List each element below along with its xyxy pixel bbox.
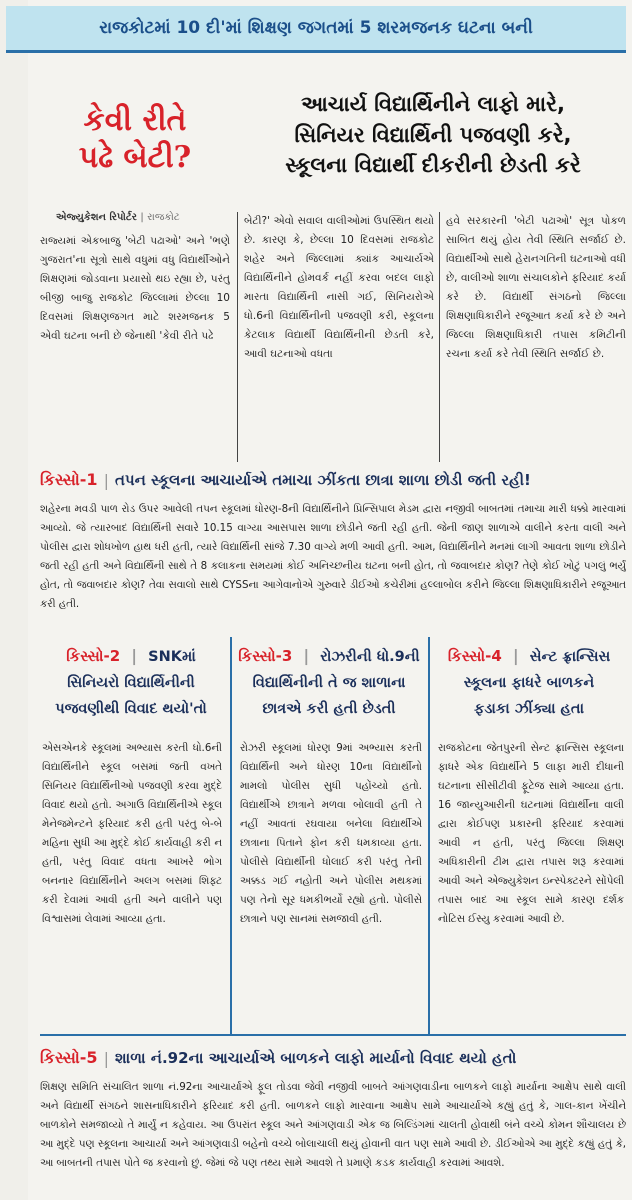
case-2-box [36, 637, 226, 1035]
byline-place: રાજકોટ [147, 212, 180, 223]
headline-line-3: સ્કૂલના વિદ્યાર્થી દીકરીની છેડતી કરે [285, 153, 581, 178]
case-1-separator: | [103, 470, 109, 490]
case-4-title-a: સેન્ટ ફ્રાન્સિસ [529, 649, 611, 665]
page-margin [0, 0, 28, 1200]
case-3-title-c: છાત્રએ કરી હતી છેડતી [262, 701, 396, 717]
top-banner-text: રાજકોટમાં 10 દી'માં શિક્ષણ જગતમાં 5 શરમજનક ઘટના બની [99, 18, 533, 38]
case-5-separator: | [103, 1048, 109, 1068]
headline-line-1: આચાર્ય વિદ્યાર્થિનીને લાફો મારે, [301, 92, 565, 117]
case-3-box [230, 637, 426, 1035]
case-5-heading [40, 1040, 626, 1076]
case-3-title-a: રોઝરીની ધો.9ની [320, 649, 420, 665]
case-5-body: શિક્ષણ સમિતિ સંચાલિત શાળા નં.92ના આચાર્યાએ ફૂલ તોડવા જેવી નજીવી બાબતે આંગણવાડીના બાળકને લાફો માર્યાના આક્ષેપ સાથે વાલી અને વિદ્યાર્થી સંગઠને શાસનાધિકારીને ફરિયાદ કરી હતી. બાળકને લાફો મારવાના આક્ષેપ સામે આચાર્યાએ કહ્યું હતું કે, ગાલ-કાન ખેંચીને બાળકોને સમજાવ્યો તે માર્યું ન કહેવાય. આ ઉપરાંત સ્કૂલ અને આંગણવાડી એક જ બિલ્ડિંગમાં ચાલતી હોવાથી બંને વચ્ચે કોમન શૌચાલય છે આ મુદ્દે પણ સ્કૂલના આચાર્યા અને આંગણવાડી બહેનો વચ્ચે બોલાચાલી થયું હોવાની વાત પણ સામે આવી છે. ડીઈઓએ આ મુદ્દે કહ્યું હતું કે, આ બાબતની તપાસ પોતે જ કરવાનો છું. જેમાં જે પણ તથ્ય સામે આવશે તે પ્રમાણે કડક કાર્યવાહી કરવામાં આવશે. [40, 1081, 626, 1169]
case-3-title-b: વિદ્યાર્થિનીની તે જ શાળાના [252, 675, 406, 691]
case-3-body: રોઝરી સ્કૂલમાં ધોરણ 9માં અભ્યાસ કરતી વિદ્યાર્થિની અને ધોરણ 10ના વિદ્યાર્થીનો મામલો પોલીસ સુધી પહોંચ્યો હતો. વિદ્યાર્થીએ છાત્રાને મળવા બોલાવી હતી તે નહીં આવતાં રઘવાયા બનેલા વિદ્યાર્થીએ છાત્રાના પિતાને ફોન કરી ધમકાવ્યા હતા. પોલીસે વિદ્યાર્થીની ધોલાઈ કરી પરંતુ તેની અક્કડ ગઈ નહોતી અને પોલીસ મથકમાં પણ તેનો સૂર ધમકીભર્યો રહ્યો હતો. પોલીસે છાત્રાને પણ સાનમાં સમજાવી હતી. [240, 742, 422, 925]
case-4-heading [432, 643, 626, 722]
byline-name: એજ્યુકેશન રિપોર્ટર [56, 212, 137, 223]
case-3-separator: | [303, 646, 310, 665]
byline-sep: | [140, 212, 144, 223]
case-2-tag: કિસ્સો-2 [66, 647, 121, 665]
case-2-title-a: SNKમાં [148, 649, 196, 665]
headline-line-2: સિનિયર વિદ્યાર્થિની પજવણી કરે, [294, 122, 572, 147]
case-4-body: રાજકોટના જેતપુરની સેન્ટ ફ્રાન્સિસ સ્કૂલના ફાધરે એક વિદ્યાર્થીને 5 લાફા મારી દીધાની ઘટનાના સીસીટીવી ફૂટેજ સામે આવ્યા હતા. 16 જાન્યુઆરીની ઘટનામાં વિદ્યાર્થીના વાલી દ્વારા કોઈપણ પ્રકારની ફરિયાદ કરવામાં આવી ન હતી, પરંતુ જિલ્લા શિક્ષણ અધિકારીની ટીમ દ્વારા તપાસ શરૂ કરવામાં આવી અને એજ્યુકેશન ઇન્સ્પેક્ટરને સોંપેલી તપાસ બાદ આ સ્કૂલ સામે કારણ દર્શક નોટિસ ઈસ્યુ કરવામાં આવી છે. [438, 742, 624, 925]
case-4-title-b: સ્કૂલના ફાધરે બાળકને [463, 675, 595, 691]
case-2-title-b: સિનિયરો વિદ્યાર્થિનીની [67, 675, 195, 691]
case-4-title-c: ફડાકા ઝીંક્યા હતા [473, 701, 585, 717]
divider [40, 1034, 626, 1036]
column-rule [237, 212, 238, 462]
case-2-separator: | [131, 646, 138, 665]
case-5-title: શાળા નં.92ના આચાર્યાએ બાળકને લાફો માર્યાનો વિવાદ થયો હતો [114, 1049, 517, 1067]
kicker [30, 74, 240, 204]
case-2-heading [36, 643, 226, 722]
case-2-body: એસએનકે સ્કૂલમાં અભ્યાસ કરતી ધો.6ની વિદ્યાર્થિનીને સ્કૂલ બસમાં જતી વખતે સિનિયર વિદ્યાર્થિનીઓ પજવણી કરવા મુદ્દે વિવાદ થયો હતો. અગાઉ વિદ્યાર્થિનીએ સ્કૂલ મેનેજમેન્ટને ફરિયાદ કરી હતી પરંતુ બે-બે મહિના સુધી આ મુદ્દે કોઈ કાર્યવાહી કરી ન હતી, પરંતુ વિવાદ વધતા આખરે ભોગ બનનાર વિદ્યાર્થિનીને અલગ બસમાં શિફ્ટ કરી દેવામાં આવી હતી અને વાલીને પણ વિશ્વાસમાં લેવામાં આવ્યા હતા. [42, 742, 222, 925]
main-headline [240, 60, 626, 210]
case-4-tag: કિસ્સો-4 [447, 647, 502, 665]
case-4-box [428, 637, 628, 1035]
case-2-title-c: પજવણીથી વિવાદ થયો'તો [55, 701, 207, 717]
byline [56, 212, 236, 228]
intro-column-3: હવે સરકારની 'બેટી પઢાઓ' સૂત્ર પોકળ સાબિત થયું હોય તેવી સ્થિતિ સર્જાઈ છે. વિદ્યાર્થીઓ સાથે હેરાનગતિની ઘટનાઓ વધી છે, વાલીઓ શાળા સંચાલકોને ફરિયાદ કર્યા કરે છે. વિદ્યાર્થી સંગઠનો જિલ્લા શિક્ષણાધિકારીને રજૂઆત કર્યા કરે છે અને જિલ્લા શિક્ષણાધિકારી તપાસ કમિટીની રચના કર્યા કરે તેવી સ્થિતિ સર્જાઈ છે. [446, 215, 626, 360]
case-1-title: તપન સ્કૂલના આચાર્યાએ તમાચા ઝીંકતા છાત્રા શાળા છોડી જતી રહી! [114, 471, 531, 489]
case-1-body: શહેરના મવડી પાળ રોડ ઉપર આવેલી તપન સ્કૂલમાં ધોરણ-8ની વિદ્યાર્થિનીને પ્રિન્સિપાલ મેડમ દ્વારા નજીવી બાબતમાં તમાચા મારી ધક્કો મારવામાં આવ્યો. જે ત્યારબાદ વિદ્યાર્થિની સવારે 10.15 વાગ્યા આસપાસ શાળા છોડીને જતી રહી હતી. જેની જાણ શાળાએ વાલીને કરતા વાલી અને પોલીસ દ્વારા શોધખોળ હાથ ધરી હતી, ત્યારે વિદ્યાર્થિની સાંજે 7.30 વાગ્યે મળી આવી હતી. આમ, વિદ્યાર્થિનીને મનમાં લાગી આવતા શાળા છોડીને જતી રહી હતી અને વિદ્યાર્થિની સાથે તે 8 કલાકના સમયમાં કોઈ અનિચ્છનીય ઘટના બની હોત, તો જવાબદાર કોણ? તેણે કોઈ ખોટું પગલું ભર્યું હોત, તો જવાબદાર કોણ? તેવા સવાલો સાથે CYSSના આગેવાનોએ ગુરુવારે ડીઈઓ કચેરીમાં હલ્લાબોલ કરીને જિલ્લા શિક્ષણાધિકારીને રજૂઆત કરી હતી. [40, 503, 626, 610]
kicker-line-1: કેવી રીતે [83, 102, 187, 138]
intro-column-2: બેટી?' એવો સવાલ વાલીઓમાં ઉપસ્થિત થયો છે. કારણ કે, છેલ્લા 10 દિવસમાં રાજકોટ શહેર અને જિલ્લામાં ક્યાંક આચાર્યએ વિદ્યાર્થિનીને હોમવર્ક નહીં કરવા બદલ લાફો મારતા વિદ્યાર્થિની નાસી ગઈ, સિનિયરોએ ધો.6ની વિદ્યાર્થિનીની પજવણી કરી, સ્કૂલના કેટલાક વિદ્યાર્થી વિદ્યાર્થિનીની છેડતી કરે, આવી ઘટનાઓ વધતા [244, 215, 434, 360]
top-banner [6, 6, 626, 53]
case-1-tag: કિસ્સો-1 [40, 470, 98, 489]
case-5-tag: કિસ્સો-5 [40, 1048, 98, 1067]
kicker-line-2: પઢે બેટી? [78, 140, 192, 175]
case-4-separator: | [512, 646, 519, 665]
intro-column-1: રાજ્યમાં એકબાજુ 'બેટી પઢાઓ' અને 'ભણે ગુજરાત'ના સૂત્રો સાથે વધુમાં વધુ વિદ્યાર્થીઓને શિક્ષણમાં જોડવાના પ્રયાસો થઇ રહ્યા છે, પરંતુ બીજી બાજુ રાજકોટ જિલ્લામાં છેલ્લા 10 દિવસમાં શિક્ષણજગત માટે શરમજનક 5 એવી ઘટના બની છે જેનાથી 'કેવી રીતે પઢે [40, 235, 230, 342]
case-1-heading [40, 462, 626, 498]
case-3-heading [234, 643, 424, 722]
column-rule [439, 212, 440, 462]
case-3-tag: કિસ્સો-3 [238, 647, 293, 665]
